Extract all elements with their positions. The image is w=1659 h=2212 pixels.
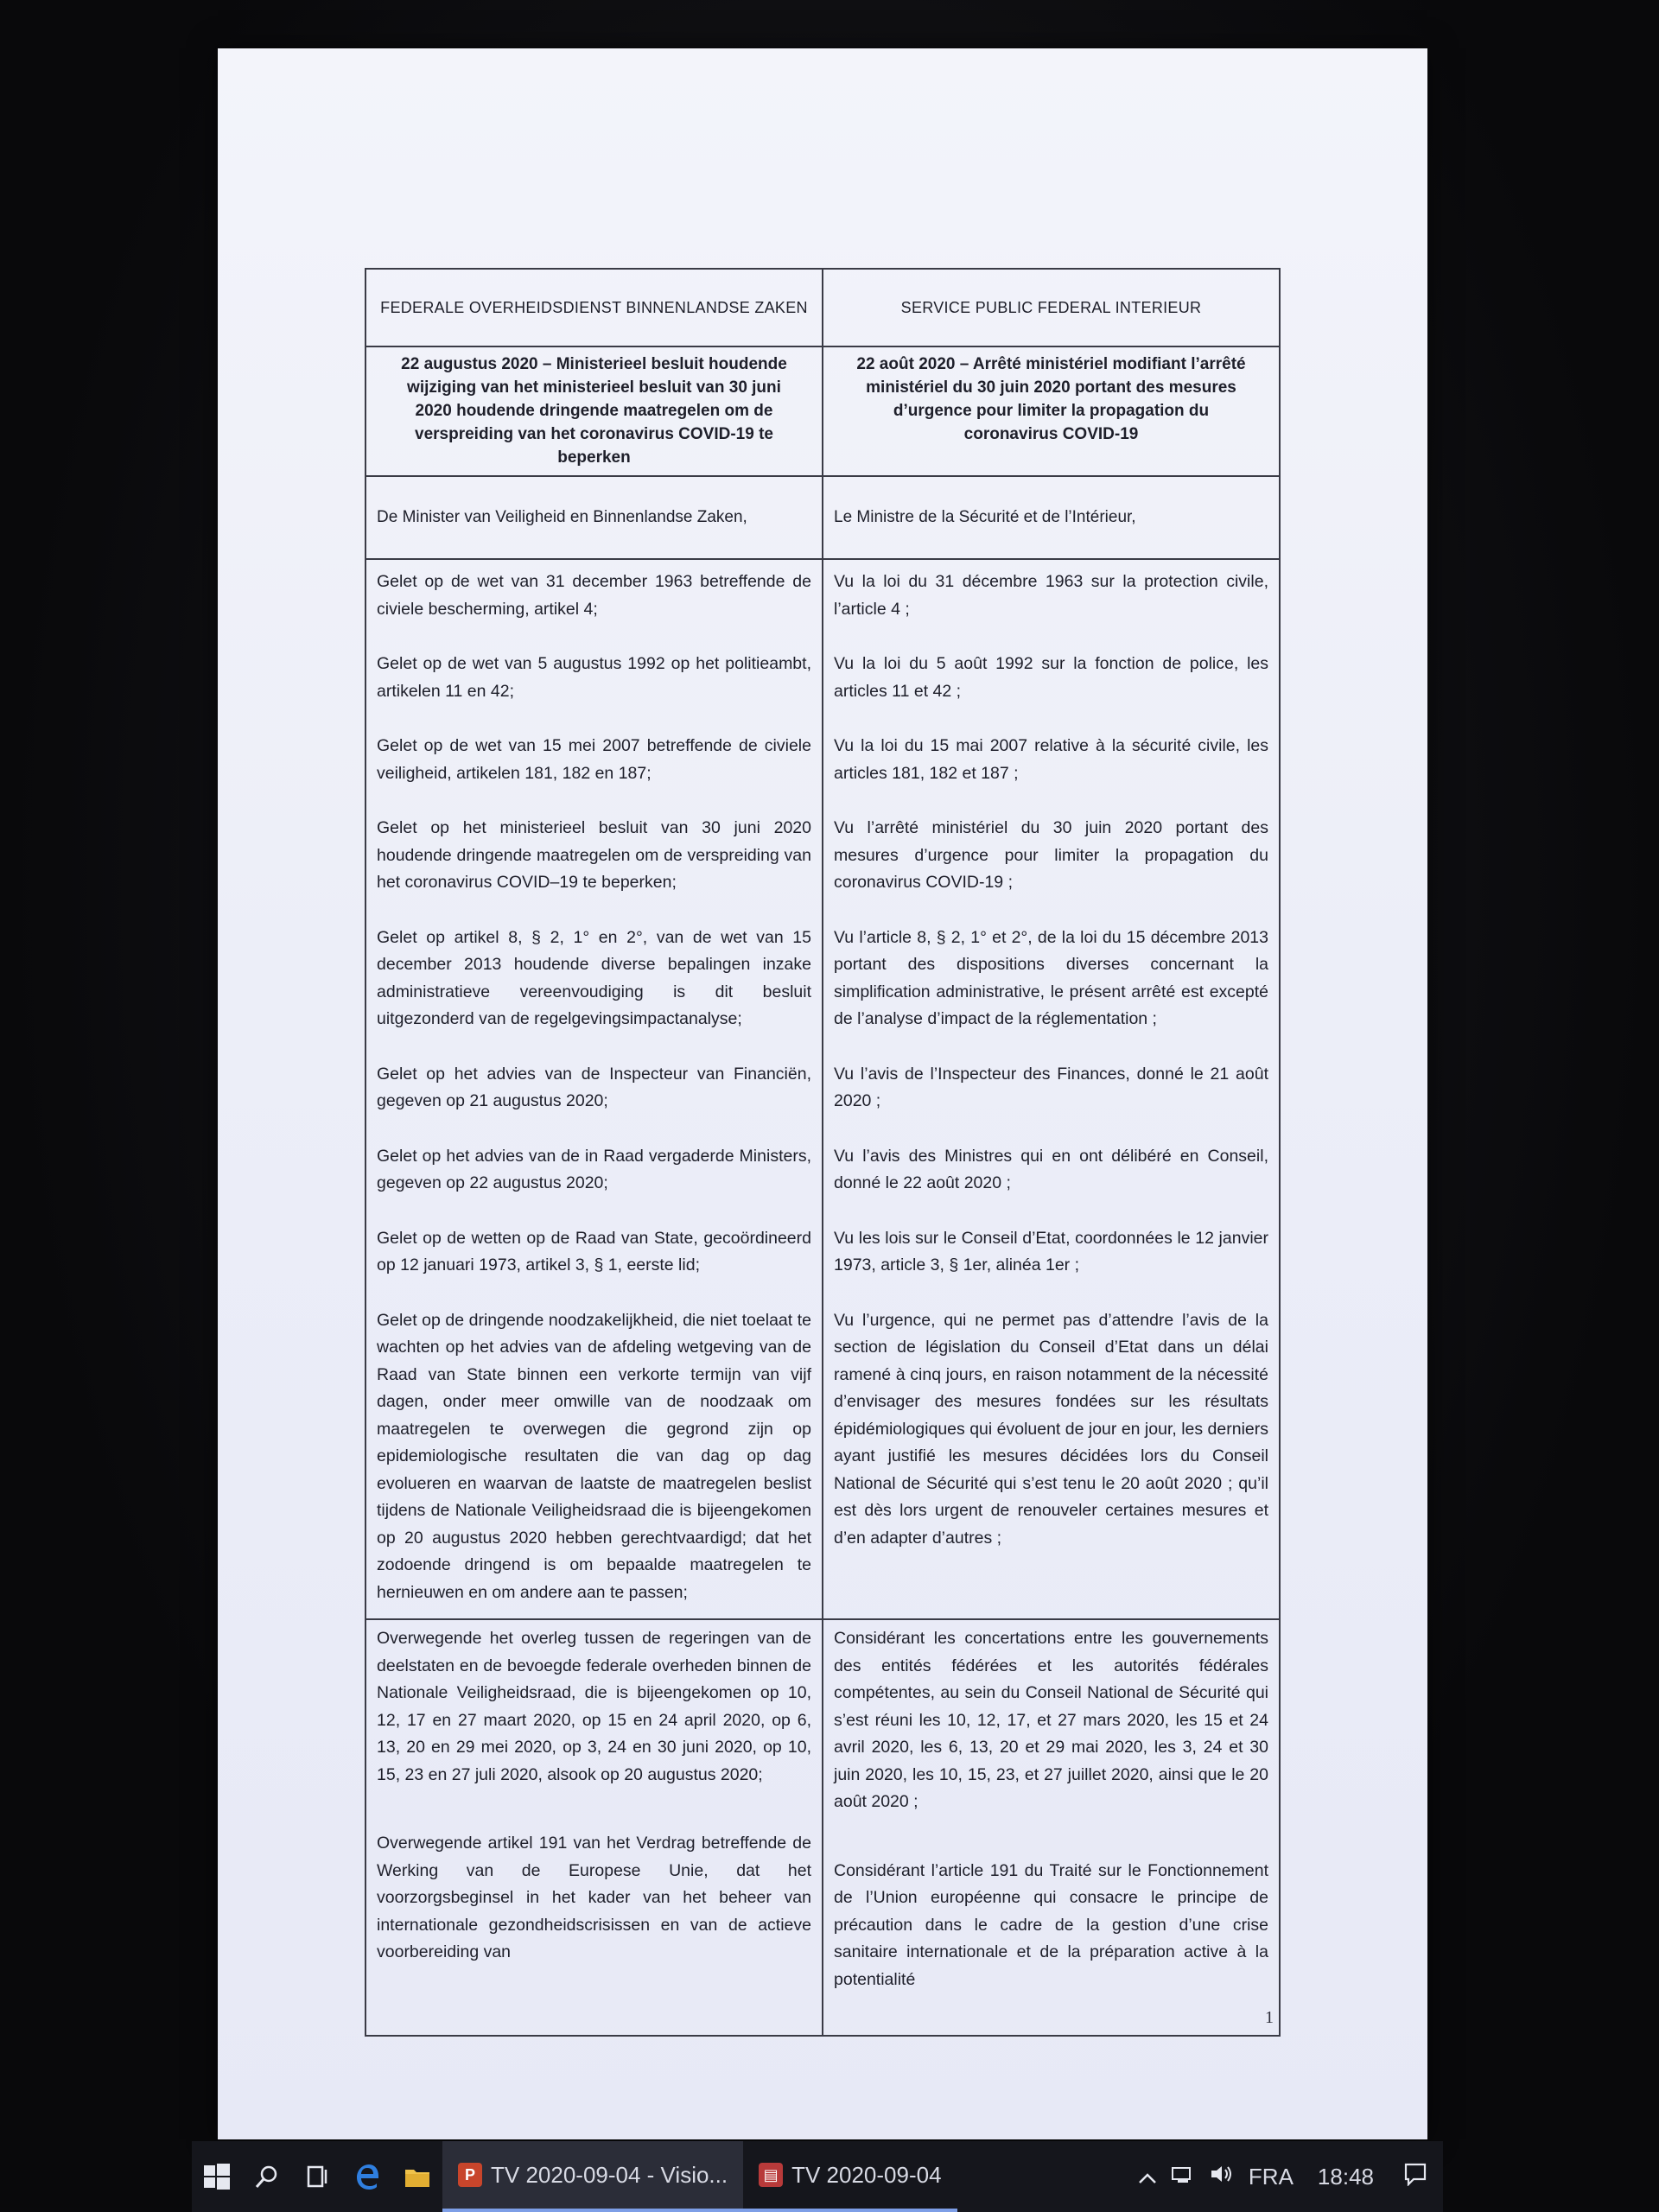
consideration-fr: Vu l’avis de l’Inspecteur des Finances, donné le 21 août 2020 ; (834, 1064, 1268, 1110)
volume-icon[interactable] (1209, 2164, 1235, 2190)
taskbar-app-label: TV 2020-09-04 (791, 2161, 942, 2188)
page-number: 1 (1265, 2008, 1274, 2027)
recitals-fr (823, 1619, 1280, 2036)
language-indicator[interactable]: FRA (1248, 2163, 1294, 2190)
consideration-fr: Vu l’urgence, qui ne permet pas d’attendre l’avis de la section de législation du Conseil d’Etat dans un délai ramené à cinq jours, en raison notamment de la nécessité d’envisager des mesures fondées sur les résultats épidémiologiques qui évoluent de jour en jour, les derniers ayant justifié les mesures décidées lors du Conseil National de Sécurité qui s’est tenu le 20 août 2020 ; qu’il est dès lors urgent de renouveler certaines mesures et d’en adapter d’autres ; (834, 1310, 1268, 1548)
system-tray (1138, 2162, 1443, 2192)
recital-fr: Considérant les concertations entre les gouvernements des entités fédérées et les autorités fédérales compétentes, au sein du Conseil National de Sécurité qui s’est réuni les 10, 12, 17, et 27 mars 2020, les 15 et 24 avril 2020, les 6, 13, 20 et 29 mai 2020, les 3, 24 et 30 juin 2020, les 10, 15, 23, et 27 juillet 2020, ainsi que le 20 août 2020 ; (834, 1629, 1268, 1811)
windows-start-icon[interactable] (192, 2141, 242, 2212)
consideration-fr: Vu la loi du 31 décembre 1963 sur la protection civile, l’article 4 ; (834, 572, 1268, 619)
taskbar-app-label: TV 2020-09-04 - Visio... (491, 2161, 728, 2188)
recitals-nl (365, 1619, 823, 2036)
task-view-icon[interactable] (292, 2141, 342, 2212)
consideration-nl: Gelet op de wetten op de Raad van State, gecoördineerd op 12 januari 1973, artikel 3, § 1, eerste lid; (377, 1228, 811, 1274)
consideration-fr: Vu l’avis des Ministres qui en ont délibéré en Conseil, donné le 22 août 2020 ; (834, 1146, 1268, 1192)
network-icon[interactable] (1171, 2164, 1195, 2190)
consideration-nl: Gelet op de wet van 15 mei 2007 betreffende de civiele veiligheid, artikelen 181, 182 en 187; (377, 736, 811, 783)
consideration-fr: Vu l’arrêté ministériel du 30 juin 2020 portant des mesures d’urgence pour limiter la propagation du coronavirus COVID-19 ; (834, 818, 1268, 892)
minister-fr: Le Ministre de la Sécurité et de l’Intérieur, (823, 476, 1280, 559)
title-nl: 22 augustus 2020 – Ministerieel besluit houdende wijziging van het ministerieel besluit van 30 juni 2020 houdende dringende maatregelen om de verspreiding van het coronavirus COVID-19 te beperken (365, 346, 823, 476)
consideration-nl: Gelet op het advies van de in Raad vergaderde Ministers, gegeven op 22 augustus 2020; (377, 1146, 811, 1192)
notification-icon[interactable] (1388, 2162, 1427, 2192)
header-fr: SERVICE PUBLIC FEDERAL INTERIEUR (823, 269, 1280, 346)
header-nl: FEDERALE OVERHEIDSDIENST BINNENLANDSE ZAKEN (365, 269, 823, 346)
file-explorer-icon[interactable] (392, 2141, 442, 2212)
minister-nl: De Minister van Veiligheid en Binnenlandse Zaken, (365, 476, 823, 559)
taskbar-app-pdf[interactable] (743, 2141, 957, 2212)
consideration-nl: Gelet op artikel 8, § 2, 1° en 2°, van de wet van 15 december 2013 houdende diverse bepalingen inzake administratieve vereenvoudiging is dit besluit uitgezonderd van de regelgevingsimpactanalyse; (377, 927, 811, 1028)
consideration-fr: Vu la loi du 5 août 1992 sur la fonction de police, les articles 11 et 42 ; (834, 654, 1268, 701)
powerpoint-icon: P (458, 2163, 482, 2187)
consideration-nl: Gelet op de dringende noodzakelijkheid, die niet toelaat te wachten op het advies van de afdeling wetgeving van de Raad van State binnen een verkorte termijn van vijf dagen, onder meer omwille van de noodzaak om maatregelen te overwegen die gegrond zijn op epidemiologische resultaten die van dag op dag evolueren en waarvan de laatste de maatregelen beslist tijdens de Nationale Veiligheidsraad die is bijeengekomen op 20 augustus 2020 hebben gerechtvaardigd; dat het zodoende dringend is om bepaalde maatregelen te hernieuwen en om andere aan te passen; (377, 1310, 811, 1602)
consideration-fr: Vu les lois sur le Conseil d’Etat, coordonnées le 12 janvier 1973, article 3, § 1er, alinéa 1er ; (834, 1228, 1268, 1274)
consideration-nl: Gelet op het advies van de Inspecteur van Financiën, gegeven op 21 augustus 2020; (377, 1064, 811, 1110)
edge-browser-icon[interactable] (342, 2141, 392, 2212)
consideration-nl: Gelet op het ministerieel besluit van 30 juni 2020 houdende dringende maatregelen om de verspreiding van het coronavirus COVID–19 te beperken; (377, 818, 811, 892)
document-page[interactable] (218, 48, 1427, 2139)
title-fr: 22 août 2020 – Arrêté ministériel modifiant l’arrêté ministériel du 30 juin 2020 portant des mesures d’urgence pour limiter la propagation du coronavirus COVID-19 (823, 346, 1280, 476)
consideration-fr: Vu l’article 8, § 2, 1° et 2°, de la loi du 15 décembre 2013 portant des dispositions diverses concernant la simplification administrative, le présent arrêté est excepté de l’analyse d’impact de la réglementation ; (834, 927, 1268, 1028)
recital-fr: Considérant l’article 191 du Traité sur le Fonctionnement de l’Union européenne qui consacre le principe de précaution dans le cadre de la gestion d’une crise sanitaire internationale et de la préparation active à la potentialité (834, 1860, 1268, 1989)
recital-nl: Overwegende het overleg tussen de regeringen van de deelstaten en de bevoegde federale overheden binnen de Nationale Veiligheidsraad, die is bijeengekomen op 10, 12, 17 en 27 maart 2020, op 15 en 24 april 2020, op 6, 13, 20 en 29 mei 2020, op 3, 24 en 30 juni 2020, op 10, 15, 23 en 27 juli 2020, alsook op 20 augustus 2020; (377, 1629, 811, 1784)
bilingual-table (365, 268, 1281, 2037)
consideration-nl: Gelet op de wet van 31 december 1963 betreffende de civiele bescherming, artikel 4; (377, 572, 811, 619)
pdf-icon: ▤ (759, 2163, 783, 2187)
chevron-up-icon[interactable] (1138, 2164, 1157, 2190)
considerations-fr (823, 559, 1280, 1619)
consideration-fr: Vu la loi du 15 mai 2007 relative à la sécurité civile, les articles 181, 182 et 187 ; (834, 736, 1268, 783)
considerations-nl (365, 559, 823, 1619)
recital-nl: Overwegende artikel 191 van het Verdrag betreffende de Werking van de Europese Unie, dat het voorzorgsbeginsel in het kader van het beheer van internationale gezondheidscrisissen en van de actieve voorbereiding van (377, 1834, 811, 1961)
search-icon[interactable] (242, 2141, 292, 2212)
clock[interactable]: 18:48 (1317, 2163, 1374, 2190)
consideration-nl: Gelet op de wet van 5 augustus 1992 op het politieambt, artikelen 11 en 42; (377, 654, 811, 701)
taskbar-app-powerpoint[interactable] (442, 2141, 743, 2212)
taskbar (192, 2141, 1443, 2212)
